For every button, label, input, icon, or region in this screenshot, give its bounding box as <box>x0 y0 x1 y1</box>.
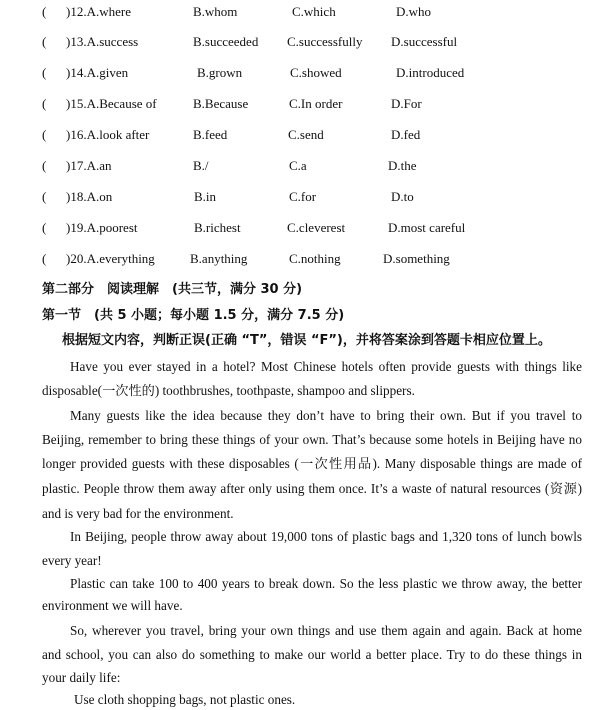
question-option-a: )12.A.where <box>66 4 131 19</box>
answer-bracket: ( <box>42 96 47 111</box>
passage-line: environment we will have. <box>42 598 183 613</box>
question-option-b: B.succeeded <box>193 34 259 49</box>
question-option-d: D.something <box>383 251 450 266</box>
question-option-b: B.in <box>194 189 217 204</box>
question-option-a: )16.A.look after <box>66 127 150 142</box>
question-option-b: B.anything <box>190 251 248 266</box>
answer-bracket: ( <box>42 189 47 204</box>
passage-line: Beijing, remember to bring these things of your own. That’s because some hotels in Beijing have no <box>42 432 582 447</box>
answer-bracket: ( <box>42 158 47 173</box>
passage-line: and is very bad for the environment. <box>42 506 234 521</box>
question-option-b: B.feed <box>193 127 228 142</box>
question-option-d: D.introduced <box>396 65 465 80</box>
question-option-c: C.which <box>292 4 336 19</box>
question-option-d: D.who <box>396 4 432 19</box>
question-option-a: )20.A.everything <box>66 251 155 266</box>
question-option-d: D.For <box>391 96 422 111</box>
question-row-18 <box>0 186 601 208</box>
question-row-19 <box>0 217 601 239</box>
question-option-a: )14.A.given <box>66 65 129 80</box>
passage-line: In Beijing, people throw away about 19,000 tons of plastic bags and 1,320 tons of lunch bowls <box>70 529 582 544</box>
question-row-16 <box>0 124 601 146</box>
question-option-b: B.whom <box>193 4 238 19</box>
question-option-d: D.most careful <box>388 220 466 235</box>
passage-line: longer provided guests with these disposables (一次性用品). Many disposable things are made of <box>42 456 582 471</box>
question-option-c: C.successfully <box>287 34 363 49</box>
passage-line: every year! <box>42 553 102 568</box>
question-option-a: )17.A.an <box>66 158 112 173</box>
passage-line: plastic. People throw them away after only using them once. It’s a waste of natural resources (资源) <box>42 481 582 496</box>
question-option-a: )18.A.on <box>66 189 113 204</box>
answer-bracket: ( <box>42 34 47 49</box>
passage-line: disposable(一次性的) toothbrushes, toothpaste, shampoo and slippers. <box>42 383 415 398</box>
question-option-d: D.successful <box>391 34 458 49</box>
question-option-a: )19.A.poorest <box>66 220 138 235</box>
passage-line: So, wherever you travel, bring your own things and use them again and again. Back at home <box>70 623 582 638</box>
question-row-20 <box>0 248 601 270</box>
answer-bracket: ( <box>42 251 47 266</box>
question-option-d: D.fed <box>391 127 421 142</box>
answer-bracket: ( <box>42 127 47 142</box>
question-option-c: C.cleverest <box>287 220 346 235</box>
question-option-c: C.send <box>288 127 324 142</box>
passage-line: Plastic can take 100 to 400 years to break down. So the less plastic we throw away, the better <box>70 576 582 591</box>
answer-bracket: ( <box>42 220 47 235</box>
instruction-text: 根据短文内容，判断正误(正确 “T”，错误 “F”)，并将答案涂到答题卡相应位置上。 <box>62 333 551 348</box>
question-option-c: C.showed <box>290 65 342 80</box>
question-option-c: C.for <box>289 189 317 204</box>
passage-line: Have you ever stayed in a hotel? Most Chinese hotels often provide guests with things like <box>70 359 582 374</box>
question-option-d: D.the <box>388 158 417 173</box>
passage-line: and school, you can also do something to make our world a better place. Try to do these things in <box>42 647 582 662</box>
question-row-14 <box>0 62 601 84</box>
question-option-c: C.a <box>289 158 307 173</box>
question-option-b: B./ <box>193 158 209 173</box>
question-option-a: )13.A.success <box>66 34 139 49</box>
question-row-15 <box>0 93 601 115</box>
section-one-heading: 第一节 (共 5 小题；每小题 1.5 分，满分 7.5 分) <box>42 308 345 323</box>
question-option-d: D.to <box>391 189 414 204</box>
passage-line: Many guests like the idea because they don’t have to bring their own. But if you travel to <box>70 408 582 423</box>
question-option-b: B.Because <box>193 96 249 111</box>
question-row-12 <box>0 1 601 23</box>
passage-line: Use cloth shopping bags, not plastic ones. <box>74 692 296 707</box>
part-two-heading: 第二部分 阅读理解 (共三节，满分 30 分) <box>42 282 303 297</box>
question-option-b: B.richest <box>194 220 241 235</box>
question-row-13 <box>0 31 601 53</box>
passage-line: your daily life: <box>42 670 121 685</box>
answer-bracket: ( <box>42 65 47 80</box>
question-option-b: B.grown <box>197 65 243 80</box>
question-option-a: )15.A.Because of <box>66 96 157 111</box>
question-option-c: C.In order <box>289 96 343 111</box>
answer-bracket: ( <box>42 4 47 19</box>
question-option-c: C.nothing <box>289 251 341 266</box>
question-row-17 <box>0 155 601 177</box>
